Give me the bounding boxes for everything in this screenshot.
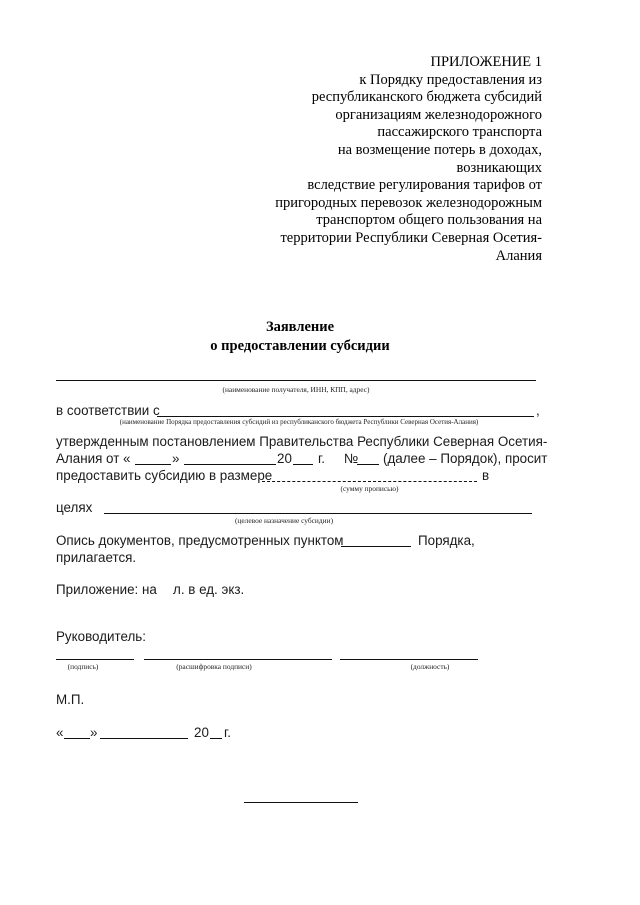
signature-caption: (подпись) <box>67 662 99 671</box>
procedure-field-line[interactable] <box>157 416 534 417</box>
appendix-line: республиканского бюджета субсидий <box>311 89 542 106</box>
appendix-block <box>222 54 542 265</box>
document-subtitle: о предоставлении субсидии <box>210 338 390 354</box>
applicant-field-line[interactable] <box>56 380 536 381</box>
date-day-line[interactable] <box>64 738 90 739</box>
goals-label: целях <box>56 500 93 515</box>
attached-label: прилагается. <box>56 550 137 565</box>
date-year-line[interactable] <box>210 738 222 739</box>
quote-close: » <box>172 451 180 466</box>
clause-field-line[interactable] <box>341 546 411 547</box>
in-word: в <box>482 468 490 483</box>
appendix-line: пассажирского транспорта <box>377 124 542 141</box>
applicant-caption: (наименование получателя, ИНН, КПП, адрес) <box>222 385 370 394</box>
head-label: Руководитель: <box>56 629 146 644</box>
purpose-field-line[interactable] <box>104 513 532 514</box>
day-field-line[interactable] <box>135 464 171 465</box>
appendix-line: вследствие регулирования тарифов от <box>307 177 542 194</box>
position-field-line[interactable] <box>340 659 478 660</box>
decoding-field-line[interactable] <box>144 659 332 660</box>
date-open: « <box>56 725 64 740</box>
alania-from-label: Алания от « <box>56 451 131 466</box>
number-field-line[interactable] <box>357 464 379 465</box>
decoding-caption: (расшифровка подписи) <box>176 662 252 671</box>
document-title: Заявление <box>265 319 335 335</box>
appendix-line: возникающих <box>456 159 542 176</box>
appendix-rest: л. в ед. экз. <box>173 582 245 597</box>
month-field-line[interactable] <box>184 464 276 465</box>
appendix-line: Алания <box>495 247 542 264</box>
procedure-comma: , <box>536 403 540 418</box>
year-suffix: г. <box>318 451 325 466</box>
inventory-procedure: Порядка, <box>418 533 475 548</box>
procedure-caption: (наименование Порядка предоставления субсидий из республиканского бюджета Республики Северная Осетия-Алания) <box>119 418 479 426</box>
amount-caption: (сумму прописью) <box>340 484 399 493</box>
hereinafter-label: (далее – Порядок), просит <box>383 451 548 466</box>
bottom-separator <box>244 802 358 803</box>
appendix-line: ПРИЛОЖЕНИЕ 1 <box>430 54 542 70</box>
date-close: » <box>90 725 98 740</box>
inventory-label: Опись документов, предусмотренных пунктом <box>56 533 344 548</box>
purpose-caption: (целевое назначение субсидии) <box>234 516 334 525</box>
position-caption: (должность) <box>410 662 450 671</box>
appendix-label: Приложение: на <box>56 582 157 597</box>
provide-label: предоставить субсидию в размере <box>56 468 273 483</box>
amount-field-line[interactable] <box>262 481 477 482</box>
appendix-line: организациям железнодорожного <box>335 106 542 123</box>
date-g: г. <box>224 725 231 740</box>
appendix-line: пригородных перевозок железнодорожным <box>275 194 542 211</box>
appendix-line: транспортом общего пользования на <box>316 212 542 229</box>
year-field-line[interactable] <box>293 464 313 465</box>
signature-field-line[interactable] <box>56 659 134 660</box>
stamp-label: М.П. <box>56 692 85 707</box>
appendix-line: к Порядку предоставления из <box>359 71 542 88</box>
according-label: в соответствии с <box>56 403 160 418</box>
year-prefix: 20 <box>277 451 292 466</box>
approved-line: утвержденным постановлением Правительства Республики Северная Осетия- <box>56 434 548 449</box>
appendix-line: территории Республики Северная Осетия- <box>280 229 542 246</box>
date-month-line[interactable] <box>100 738 188 739</box>
appendix-line: на возмещение потерь в доходах, <box>337 141 542 158</box>
date-year: 20 <box>194 725 209 740</box>
number-sign: № <box>344 451 359 466</box>
